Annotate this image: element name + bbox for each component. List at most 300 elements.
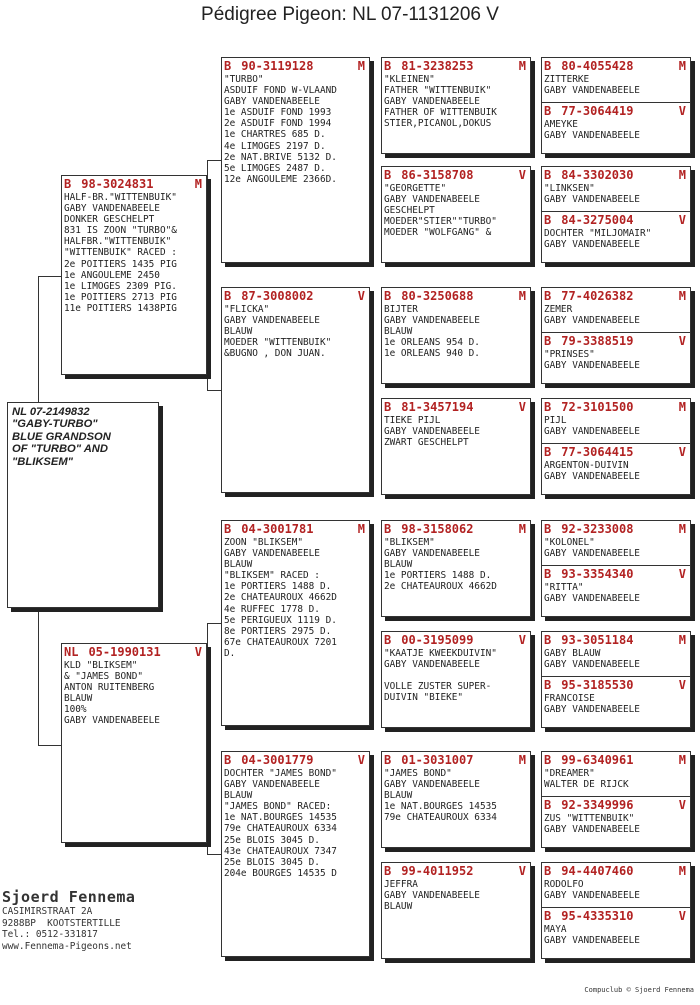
card-line: BLAUW bbox=[384, 790, 413, 802]
subject-line: NL 07-2149832 bbox=[12, 406, 90, 418]
ring-number: 92-3233008 bbox=[561, 522, 634, 536]
pedigree-card-gen4-1 bbox=[542, 102, 690, 153]
pedigree-card-gen4-0 bbox=[542, 58, 690, 101]
ring-number: 81-3457194 bbox=[401, 400, 474, 414]
sex-marker: V bbox=[678, 798, 686, 812]
pedigree-card-gen4-4 bbox=[542, 288, 690, 331]
ring-header bbox=[382, 632, 530, 648]
sex-marker: M bbox=[678, 864, 686, 878]
card-line: GABY VANDENABEELE bbox=[544, 659, 640, 671]
ring-header bbox=[542, 58, 690, 74]
card-line: "BLIKSEM" bbox=[384, 537, 435, 548]
ring-number: 95-3185530 bbox=[561, 678, 634, 692]
sex-marker: V bbox=[678, 567, 686, 581]
card-line: GABY VANDENABEELE bbox=[384, 890, 480, 902]
sex-marker: M bbox=[357, 522, 365, 536]
country-code: B bbox=[544, 104, 552, 118]
card-line: GABY VANDENABEELE bbox=[384, 315, 480, 327]
card-line: 2e CHATEAUROUX 4662D bbox=[384, 581, 497, 593]
country-code: B bbox=[544, 213, 552, 227]
sex-marker: V bbox=[194, 645, 202, 659]
pedigree-card-gen4-7 bbox=[542, 443, 690, 494]
card-lines bbox=[382, 415, 530, 448]
ring-number: 98-3158062 bbox=[401, 522, 474, 536]
card-lines bbox=[62, 660, 206, 727]
card-line: HALFBR."WITTENBUIK" bbox=[64, 236, 172, 248]
card-line: GABY BLAUW bbox=[544, 648, 601, 659]
card-lines bbox=[542, 349, 690, 371]
connector-line bbox=[38, 745, 61, 746]
ring-header bbox=[542, 212, 690, 228]
sex-marker: V bbox=[678, 909, 686, 923]
pedigree-card-gen4-13 bbox=[542, 796, 690, 847]
card-line: GABY VANDENABEELE bbox=[544, 548, 640, 560]
country-code: B bbox=[384, 168, 392, 182]
card-line: ARGENTON-DUIVIN bbox=[544, 460, 629, 471]
ring-header bbox=[382, 167, 530, 183]
card-line: GABY VANDENABEELE bbox=[384, 426, 480, 438]
pedigree-card-gen3-6 bbox=[381, 751, 531, 848]
card-line: 8e PORTIERS 2975 D. bbox=[224, 625, 332, 637]
card-line: ZOON "BLIKSEM" bbox=[224, 537, 304, 548]
card-line: GABY VANDENABEELE bbox=[64, 203, 160, 215]
pedigree-card-gen1-1 bbox=[61, 643, 207, 843]
card-line: GABY VANDENABEELE bbox=[384, 96, 480, 108]
subject-line: "BLIKSEM" bbox=[12, 455, 73, 468]
card-lines bbox=[382, 768, 530, 823]
card-line: GABY VANDENABEELE bbox=[224, 96, 320, 108]
subject-card bbox=[7, 402, 159, 608]
card-line: VOLLE ZUSTER SUPER- bbox=[384, 681, 492, 693]
pedigree-card-gen4-2 bbox=[542, 167, 690, 210]
ring-header bbox=[62, 644, 206, 660]
card-line: BLAUW bbox=[384, 559, 413, 571]
sex-marker: V bbox=[518, 864, 526, 878]
country-code: B bbox=[64, 177, 72, 191]
ring-number: 72-3101500 bbox=[561, 400, 634, 414]
country-code: B bbox=[224, 753, 232, 767]
pedigree-card-gen1-0 bbox=[61, 175, 207, 375]
ring-number: 77-3064419 bbox=[561, 104, 634, 118]
sex-marker: M bbox=[678, 633, 686, 647]
card-line: GABY VANDENABEELE bbox=[544, 593, 640, 605]
country-code: B bbox=[384, 522, 392, 536]
card-line: BLAUW bbox=[224, 559, 253, 571]
card-line: GABY VANDENABEELE bbox=[224, 779, 320, 791]
gen4-pair bbox=[541, 287, 691, 384]
card-line: "FLICKA" bbox=[224, 304, 270, 315]
ring-number: 00-3195099 bbox=[401, 633, 474, 647]
ring-number: 94-4407460 bbox=[561, 864, 634, 878]
ring-number: 99-6340961 bbox=[561, 753, 634, 767]
card-line: 67e CHATEAUROUX 7201 bbox=[224, 636, 337, 648]
pedigree-card-gen3-2 bbox=[381, 287, 531, 384]
sex-marker: V bbox=[678, 104, 686, 118]
card-line: 79e CHATEAUROUX 6334 bbox=[224, 823, 337, 835]
pedigree-card-gen3-1 bbox=[381, 166, 531, 263]
card-line: 5e LIMOGES 2487 D. bbox=[224, 162, 326, 174]
ring-header bbox=[542, 632, 690, 648]
card-lines bbox=[382, 74, 530, 129]
card-line: GABY VANDENABEELE bbox=[544, 890, 640, 902]
card-lines bbox=[542, 768, 690, 790]
card-line: D. bbox=[224, 647, 236, 659]
card-line: ZEMER bbox=[544, 304, 573, 315]
connector-line bbox=[38, 608, 39, 745]
sex-marker: V bbox=[678, 334, 686, 348]
connector-line bbox=[38, 276, 39, 402]
pedigree-card-gen2-0 bbox=[221, 57, 370, 263]
country-code: B bbox=[544, 334, 552, 348]
card-line: 1e ASDUIF FOND 1993 bbox=[224, 107, 332, 119]
card-line: 1e POITIERS 2713 PIG bbox=[64, 291, 177, 303]
ring-number: 04-3001779 bbox=[241, 753, 314, 767]
card-line: GABY VANDENABEELE bbox=[64, 715, 160, 727]
card-line: DONKER GESCHELPT bbox=[64, 214, 155, 226]
card-line: JEFFRA bbox=[384, 879, 418, 890]
card-line: GABY VANDENABEELE bbox=[384, 548, 480, 560]
card-lines bbox=[382, 648, 530, 703]
ring-number: 95-4335310 bbox=[561, 909, 634, 923]
ring-header bbox=[222, 288, 369, 304]
card-line: GABY VANDENABEELE bbox=[224, 548, 320, 560]
card-lines bbox=[382, 879, 530, 912]
ring-header bbox=[382, 752, 530, 768]
card-lines bbox=[222, 304, 369, 359]
country-code: B bbox=[544, 633, 552, 647]
card-line: 1e PORTIERS 1488 D. bbox=[384, 570, 492, 582]
country-code: B bbox=[544, 168, 552, 182]
card-lines bbox=[222, 768, 369, 879]
ring-header bbox=[382, 399, 530, 415]
pedigree-card-gen4-11 bbox=[542, 676, 690, 727]
card-line: "LINKSEN" bbox=[544, 183, 595, 194]
card-lines bbox=[542, 304, 690, 326]
pedigree-card-gen3-7 bbox=[381, 862, 531, 959]
card-line: GABY VANDENABEELE bbox=[384, 194, 480, 206]
country-code: B bbox=[544, 798, 552, 812]
page-title: Pédigree Pigeon: NL 07-1131206 V bbox=[201, 4, 499, 25]
ring-number: 99-4011952 bbox=[401, 864, 474, 878]
card-line: GABY VANDENABEELE bbox=[544, 360, 640, 372]
card-line: 1e PORTIERS 1488 D. bbox=[224, 581, 332, 593]
pedigree-card-gen4-6 bbox=[542, 399, 690, 442]
sex-marker: V bbox=[678, 678, 686, 692]
card-line: MOEDER "WITTENBUIK" bbox=[224, 337, 332, 349]
card-lines bbox=[542, 460, 690, 482]
pedigree-card-gen3-4 bbox=[381, 520, 531, 617]
card-lines bbox=[382, 537, 530, 592]
card-line: GABY VANDENABEELE bbox=[544, 471, 640, 483]
card-line: GABY VANDENABEELE bbox=[384, 779, 480, 791]
sex-marker: V bbox=[357, 289, 365, 303]
card-line: GABY VANDENABEELE bbox=[544, 85, 640, 97]
card-lines bbox=[542, 183, 690, 205]
card-line: "JAMES BOND" RACED: bbox=[224, 801, 332, 813]
country-code: B bbox=[544, 289, 552, 303]
ring-number: 77-3064415 bbox=[561, 445, 634, 459]
card-line: PIJL bbox=[544, 415, 567, 426]
pedigree-card-gen2-1 bbox=[221, 287, 370, 493]
card-lines bbox=[222, 537, 369, 659]
ring-number: 84-3302030 bbox=[561, 168, 634, 182]
card-line: 12e ANGOULEME 2366D. bbox=[224, 173, 337, 185]
card-line: 2e NAT.BRIVE 5132 D. bbox=[224, 151, 337, 163]
country-code: B bbox=[384, 400, 392, 414]
sex-marker: M bbox=[518, 522, 526, 536]
connector-line bbox=[207, 160, 221, 161]
ring-number: 93-3051184 bbox=[561, 633, 634, 647]
breeder-info bbox=[2, 888, 135, 952]
card-line: GABY VANDENABEELE bbox=[544, 194, 640, 206]
gen4-pair bbox=[541, 398, 691, 495]
gen4-pair bbox=[541, 751, 691, 848]
card-line: "BLIKSEM" RACED : bbox=[224, 570, 320, 582]
ring-header bbox=[222, 58, 369, 74]
card-line: TIEKE PIJL bbox=[384, 415, 441, 426]
card-line: GABY VANDENABEELE bbox=[544, 824, 640, 836]
ring-header bbox=[542, 399, 690, 415]
card-line: "PRINSES" bbox=[544, 349, 595, 360]
card-line: FRANCOISE bbox=[544, 693, 595, 704]
country-code: B bbox=[384, 289, 392, 303]
gen4-pair bbox=[541, 862, 691, 959]
breeder-phone: Tel.: 0512-331817 bbox=[2, 929, 98, 940]
card-line: BLAUW bbox=[384, 901, 413, 913]
card-line: 11e POITIERS 1438PIG bbox=[64, 302, 177, 314]
card-lines bbox=[542, 879, 690, 901]
card-line: "WITTENBUIK" RACED : bbox=[64, 247, 177, 259]
card-line bbox=[384, 670, 528, 681]
card-lines bbox=[542, 415, 690, 437]
card-lines bbox=[382, 183, 530, 238]
pedigree-card-gen4-10 bbox=[542, 632, 690, 675]
ring-number: 81-3238253 bbox=[401, 59, 474, 73]
sex-marker: M bbox=[678, 522, 686, 536]
card-line: "GEORGETTE" bbox=[384, 183, 447, 194]
gen4-pair bbox=[541, 57, 691, 154]
country-code: B bbox=[224, 289, 232, 303]
country-code: B bbox=[384, 864, 392, 878]
sex-marker: M bbox=[518, 753, 526, 767]
sex-marker: M bbox=[518, 59, 526, 73]
card-line: MOEDER "WOLFGANG" & bbox=[384, 227, 492, 239]
card-line: GABY VANDENABEELE bbox=[224, 315, 320, 327]
card-line: GABY VANDENABEELE bbox=[384, 659, 480, 671]
sex-marker: V bbox=[357, 753, 365, 767]
country-code: NL bbox=[64, 645, 79, 659]
country-code: B bbox=[544, 445, 552, 459]
card-line: "RITTA" bbox=[544, 582, 584, 593]
gen4-pair bbox=[541, 520, 691, 617]
card-line: DUIVIN "BIEKE" bbox=[384, 692, 464, 704]
connector-line bbox=[207, 623, 208, 854]
country-code: B bbox=[544, 909, 552, 923]
card-line: 204e BOURGES 14535 D bbox=[224, 867, 337, 879]
card-line: 2e ASDUIF FOND 1994 bbox=[224, 118, 332, 130]
ring-header bbox=[542, 521, 690, 537]
card-lines bbox=[542, 582, 690, 604]
breeder-address: CASIMIRSTRAAT 2A bbox=[2, 906, 93, 917]
country-code: B bbox=[544, 753, 552, 767]
pedigree-card-gen4-12 bbox=[542, 752, 690, 795]
subject-lines bbox=[12, 406, 154, 468]
ring-header bbox=[382, 863, 530, 879]
card-lines bbox=[542, 693, 690, 715]
card-line: "KLEINEN" bbox=[384, 74, 435, 85]
card-lines bbox=[542, 537, 690, 559]
card-line: 5e PERIGUEUX 1119 D. bbox=[224, 614, 337, 626]
card-line: KLD "BLIKSEM" bbox=[64, 660, 138, 671]
card-lines bbox=[62, 192, 206, 314]
card-line: "KAATJE KWEEKDUIVIN" bbox=[384, 648, 497, 659]
card-line: BLAUW bbox=[224, 326, 253, 338]
sex-marker: M bbox=[678, 168, 686, 182]
sex-marker: V bbox=[518, 400, 526, 414]
card-line: 1e CHARTRES 685 D. bbox=[224, 129, 326, 141]
pedigree-card-gen4-3 bbox=[542, 211, 690, 262]
card-line: ZUS "WITTENBUIK" bbox=[544, 813, 635, 824]
pedigree-card-gen3-0 bbox=[381, 57, 531, 154]
breeder-city: 9288BP KOOTSTERTILLE bbox=[2, 917, 121, 929]
card-line: 25e BLOIS 3045 D. bbox=[224, 856, 320, 868]
ring-header bbox=[542, 566, 690, 582]
card-line: 25e BLOIS 3045 D. bbox=[224, 834, 320, 846]
sex-marker: M bbox=[357, 59, 365, 73]
ring-header bbox=[542, 797, 690, 813]
country-code: B bbox=[544, 59, 552, 73]
subject-line: OF "TURBO" AND bbox=[12, 443, 108, 456]
connector-line bbox=[207, 160, 208, 390]
card-lines bbox=[542, 648, 690, 670]
sex-marker: V bbox=[678, 445, 686, 459]
card-line: "JAMES BOND" bbox=[384, 768, 452, 779]
country-code: B bbox=[544, 678, 552, 692]
pedigree-card-gen4-9 bbox=[542, 565, 690, 616]
ring-number: 87-3008002 bbox=[241, 289, 314, 303]
card-lines bbox=[542, 924, 690, 946]
country-code: B bbox=[544, 400, 552, 414]
card-lines bbox=[542, 119, 690, 141]
ring-header bbox=[542, 677, 690, 693]
country-code: B bbox=[224, 522, 232, 536]
ring-number: 80-4055428 bbox=[561, 59, 634, 73]
card-line: "DREAMER" bbox=[544, 768, 595, 779]
card-line: ASDUIF FOND W-VLAAND bbox=[224, 85, 337, 97]
card-line: BIJTER bbox=[384, 304, 418, 315]
card-line: "KOLONEL" bbox=[544, 537, 595, 548]
card-line: 1e ORLEANS 954 D. bbox=[384, 337, 480, 349]
card-line: 100% bbox=[64, 704, 87, 716]
pedigree-card-gen3-5 bbox=[381, 631, 531, 728]
card-line: 4e RUFFEC 1778 D. bbox=[224, 603, 320, 615]
ring-header bbox=[542, 103, 690, 119]
ring-header bbox=[222, 752, 369, 768]
card-line: 4e LIMOGES 2197 D. bbox=[224, 140, 326, 152]
ring-header bbox=[542, 908, 690, 924]
card-line: 831 IS ZOON "TURBO"& bbox=[64, 225, 177, 237]
sex-marker: M bbox=[678, 753, 686, 767]
card-lines bbox=[222, 74, 369, 185]
card-line: RODOLFO bbox=[544, 879, 584, 890]
country-code: B bbox=[384, 59, 392, 73]
country-code: B bbox=[544, 864, 552, 878]
card-line: GABY VANDENABEELE bbox=[544, 315, 640, 327]
ring-header bbox=[222, 521, 369, 537]
ring-number: 93-3354340 bbox=[561, 567, 634, 581]
card-line: 2e POITIERS 1435 PIG bbox=[64, 258, 177, 270]
card-line: MOEDER"STIER""TURBO" bbox=[384, 216, 497, 228]
pedigree-card-gen2-3 bbox=[221, 751, 370, 957]
card-line: STIER,PICANOL,DOKUS bbox=[384, 118, 492, 130]
ring-number: 04-3001781 bbox=[241, 522, 314, 536]
connector-line bbox=[207, 390, 221, 391]
card-line: DOCHTER "MILJOMAIR" bbox=[544, 228, 652, 239]
card-line: AMEYKE bbox=[544, 119, 578, 130]
card-line: GABY VANDENABEELE bbox=[544, 239, 640, 251]
ring-number: 77-4026382 bbox=[561, 289, 634, 303]
ring-number: 84-3275004 bbox=[561, 213, 634, 227]
sex-marker: M bbox=[678, 59, 686, 73]
breeder-name: Sjoerd Fennema bbox=[2, 888, 136, 906]
ring-number: 92-3349996 bbox=[561, 798, 634, 812]
ring-header bbox=[542, 752, 690, 768]
sex-marker: M bbox=[518, 289, 526, 303]
card-line: ZWART GESCHELPT bbox=[384, 437, 469, 449]
card-line: 1e NAT.BOURGES 14535 bbox=[224, 812, 337, 824]
card-line: GABY VANDENABEELE bbox=[544, 426, 640, 438]
card-line: BLAUW bbox=[224, 790, 253, 802]
ring-number: 79-3388519 bbox=[561, 334, 634, 348]
subject-line: "GABY-TURBO" bbox=[12, 418, 98, 431]
country-code: B bbox=[384, 753, 392, 767]
subject-line: BLUE GRANDSON bbox=[12, 430, 111, 443]
breeder-website[interactable]: www.Fennema-Pigeons.net bbox=[2, 940, 132, 952]
card-line: ZITTERKE bbox=[544, 74, 590, 85]
connector-line bbox=[207, 623, 221, 624]
sex-marker: V bbox=[518, 168, 526, 182]
card-line: GABY VANDENABEELE bbox=[544, 704, 640, 716]
gen4-pair bbox=[541, 631, 691, 728]
ring-header bbox=[382, 521, 530, 537]
sex-marker: V bbox=[678, 213, 686, 227]
card-line: FATHER "WITTENBUIK" bbox=[384, 85, 492, 97]
sex-marker: M bbox=[194, 177, 202, 191]
country-code: B bbox=[224, 59, 232, 73]
card-line: ANTON RUITENBERG bbox=[64, 682, 155, 694]
card-line: &BUGNO , DON JUAN. bbox=[224, 348, 326, 360]
card-line: 2e CHATEAUROUX 4662D bbox=[224, 592, 337, 604]
card-line: & "JAMES BOND" bbox=[64, 671, 144, 683]
pedigree-card-gen4-14 bbox=[542, 863, 690, 906]
copyright: Compuclub © Sjoerd Fennema bbox=[584, 986, 694, 994]
ring-number: 90-3119128 bbox=[241, 59, 314, 73]
card-lines bbox=[542, 74, 690, 96]
card-line: "TURBO" bbox=[224, 74, 264, 85]
pedigree-card-gen2-2 bbox=[221, 520, 370, 726]
country-code: B bbox=[384, 633, 392, 647]
card-line: GABY VANDENABEELE bbox=[544, 935, 640, 947]
ring-header bbox=[542, 863, 690, 879]
ring-header bbox=[382, 58, 530, 74]
pedigree-card-gen4-15 bbox=[542, 907, 690, 958]
card-line: HALF-BR."WITTENBUIK" bbox=[64, 192, 177, 203]
ring-header bbox=[62, 176, 206, 192]
card-lines bbox=[542, 813, 690, 835]
ring-header bbox=[542, 167, 690, 183]
card-line: 1e NAT.BOURGES 14535 bbox=[384, 801, 497, 813]
pedigree-card-gen4-8 bbox=[542, 521, 690, 564]
